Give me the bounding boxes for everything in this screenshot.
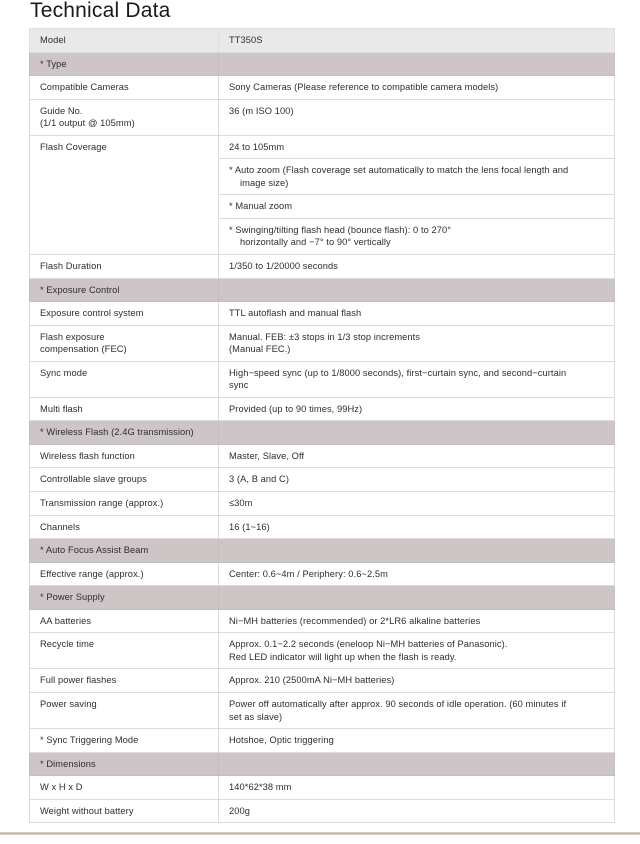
table-row	[30, 729, 615, 753]
table-row	[30, 444, 615, 468]
spec-label: Recycle time	[30, 633, 219, 669]
specifications-table-body	[30, 29, 615, 823]
section-header-value	[219, 278, 615, 302]
table-section-header-row	[30, 752, 615, 776]
spec-label: Channels	[30, 515, 219, 539]
spec-label: AA batteries	[30, 609, 219, 633]
spec-value: 140*62*38 mm	[219, 776, 615, 800]
section-header-label: * Wireless Flash (2.4G transmission)	[30, 421, 219, 445]
table-row	[30, 325, 615, 361]
table-row	[30, 609, 615, 633]
spec-label-line-2: compensation (FEC)	[40, 344, 127, 355]
spec-value: 36 (m ISO 100)	[219, 99, 615, 135]
table-row	[30, 633, 615, 669]
table-row	[30, 302, 615, 326]
table-row	[30, 692, 615, 728]
spec-value: 24 to 105mm	[219, 135, 615, 159]
spec-label	[30, 99, 219, 135]
table-row	[30, 669, 615, 693]
section-header-label: * Dimensions	[30, 752, 219, 776]
specifications-table	[29, 28, 615, 823]
spec-value: 16 (1~16)	[219, 515, 615, 539]
spec-label: Compatible Cameras	[30, 76, 219, 100]
section-header-value	[219, 421, 615, 445]
table-row	[30, 397, 615, 421]
table-row	[30, 492, 615, 516]
table-row	[30, 799, 615, 823]
spec-value-line-2: image size)	[240, 177, 289, 188]
spec-label: Power saving	[30, 692, 219, 728]
section-header-value	[219, 539, 615, 563]
spec-value: Hotshoe, Optic triggering	[219, 729, 615, 753]
spec-value: Approx. 210 (2500mA Ni−MH batteries)	[219, 669, 615, 693]
section-header-label: * Auto Focus Assist Beam	[30, 539, 219, 563]
spec-value: TT350S	[219, 29, 615, 53]
section-header-value	[219, 52, 615, 76]
spec-label: Full power flashes	[30, 669, 219, 693]
table-section-header-row	[30, 421, 615, 445]
spec-label: Flash Coverage	[30, 135, 219, 254]
section-header-label: * Exposure Control	[30, 278, 219, 302]
spec-value: Center: 0.6~4m / Periphery: 0.6~2.5m	[219, 562, 615, 586]
table-section-header-row	[30, 539, 615, 563]
spec-value-line-1: * Auto zoom (Flash coverage set automatically to match the lens focal length and	[229, 165, 569, 176]
spec-label: * Sync Triggering Mode	[30, 729, 219, 753]
spec-label: Controllable slave groups	[30, 468, 219, 492]
spec-label: W x H x D	[30, 776, 219, 800]
spec-value-line-1: High−speed sync (up to 1/8000 seconds), first−curtain sync, and second−curtain	[229, 367, 567, 378]
spec-label: Weight without battery	[30, 799, 219, 823]
spec-value: Ni−MH batteries (recommended) or 2*LR6 alkaline batteries	[219, 609, 615, 633]
spec-value	[219, 218, 615, 254]
spec-label-line-1: Flash exposure	[40, 331, 105, 342]
spec-value: 1/350 to 1/20000 seconds	[219, 255, 615, 279]
section-header-value	[219, 752, 615, 776]
spec-value: Master, Slave, Off	[219, 444, 615, 468]
spec-value-line-1: * Swinging/tilting flash head (bounce flash): 0 to 270°	[229, 224, 452, 235]
spec-value	[219, 361, 615, 397]
spec-label	[30, 325, 219, 361]
section-header-label: * Type	[30, 52, 219, 76]
table-row	[30, 29, 615, 53]
section-header-label: * Power Supply	[30, 586, 219, 610]
spec-value-line-1: Approx. 0.1−2.2 seconds (eneloop Ni−MH batteries of Panasonic).	[229, 639, 508, 650]
spec-value-line-2: Red LED indicator will light up when the flash is ready.	[229, 651, 457, 662]
page-title: Technical Data	[30, 0, 171, 22]
footer-divider-inner-line	[0, 833, 640, 834]
spec-value: Provided (up to 90 times, 99Hz)	[219, 397, 615, 421]
spec-label: Exposure control system	[30, 302, 219, 326]
spec-value	[219, 692, 615, 728]
spec-value-line-2: set as slave)	[229, 711, 283, 722]
spec-value: TTL autoflash and manual flash	[219, 302, 615, 326]
spec-label-line-1: Guide No.	[40, 105, 83, 116]
spec-label: Model	[30, 29, 219, 53]
table-section-header-row	[30, 278, 615, 302]
spec-value	[219, 325, 615, 361]
spec-value-line-1: Power off automatically after approx. 90 seconds of idle operation. (60 minutes if	[229, 698, 567, 709]
table-row	[30, 99, 615, 135]
table-row	[30, 562, 615, 586]
spec-value: * Manual zoom	[219, 195, 615, 219]
specifications-table-container	[29, 28, 614, 823]
spec-value-line-2: (Manual FEC.)	[229, 344, 291, 355]
spec-value-line-1: Manual. FEB: ±3 stops in 1/3 stop increments	[229, 331, 421, 342]
table-row	[30, 135, 615, 159]
table-row	[30, 468, 615, 492]
spec-label: Transmission range (approx.)	[30, 492, 219, 516]
spec-label: Sync mode	[30, 361, 219, 397]
spec-label: Effective range (approx.)	[30, 562, 219, 586]
spec-value-line-2: sync	[229, 380, 249, 391]
spec-label: Multi flash	[30, 397, 219, 421]
table-section-header-row	[30, 586, 615, 610]
spec-value: 200g	[219, 799, 615, 823]
spec-value: 3 (A, B and C)	[219, 468, 615, 492]
table-row	[30, 361, 615, 397]
table-row	[30, 255, 615, 279]
spec-value: Sony Cameras (Please reference to compatible camera models)	[219, 76, 615, 100]
table-row	[30, 76, 615, 100]
spec-value	[219, 633, 615, 669]
spec-label: Wireless flash function	[30, 444, 219, 468]
spec-label: Flash Duration	[30, 255, 219, 279]
footer-divider	[0, 832, 640, 835]
spec-label-line-2: (1/1 output @ 105mm)	[40, 118, 135, 129]
table-section-header-row	[30, 52, 615, 76]
spec-value: ≤30m	[219, 492, 615, 516]
table-row	[30, 776, 615, 800]
spec-value	[219, 159, 615, 195]
section-header-value	[219, 586, 615, 610]
spec-value-line-2: horizontally and −7° to 90° vertically	[240, 237, 391, 248]
table-row	[30, 515, 615, 539]
